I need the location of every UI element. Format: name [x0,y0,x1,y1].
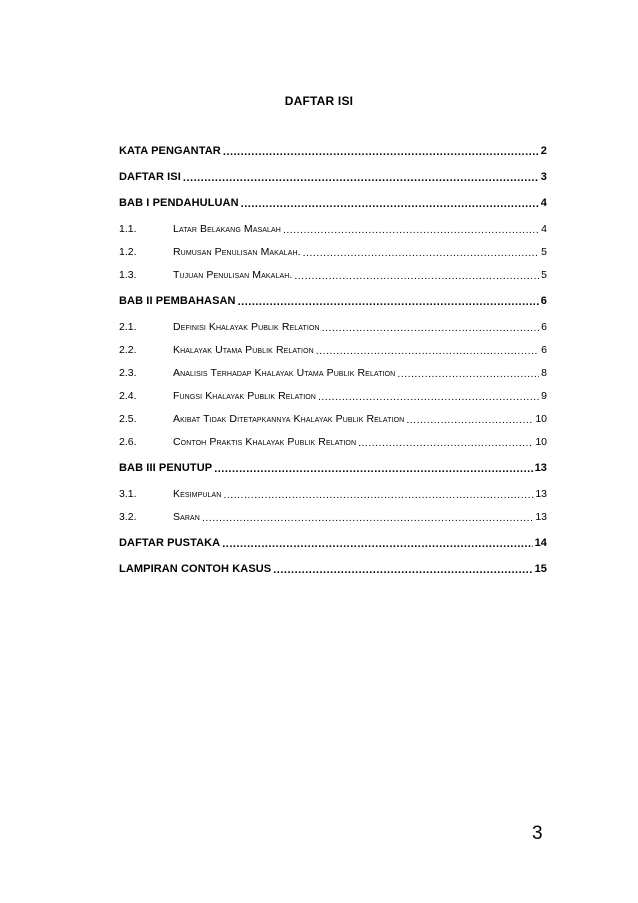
toc-entry-label: Latar Belakang Masalah [173,223,281,235]
page-title: DAFTAR ISI [284,94,354,108]
toc-section-number: 1.3. [119,269,137,281]
toc-page-number: 6 [541,321,547,333]
toc-section-entry [119,510,547,524]
toc-entry-label: KATA PENGANTAR [119,145,221,157]
toc-entry-label: Rumusan Penulisan Makalah. [173,246,301,258]
toc-section-number: 1.2. [119,246,137,258]
toc-page-number: 9 [541,390,547,402]
toc-entry-label: BAB I PENDAHULUAN [119,197,239,209]
toc-page-number: 13 [535,488,547,500]
toc-section-entry [119,389,547,403]
toc-dot-leader [397,368,539,380]
toc-entry-label: BAB III PENUTUP [119,462,213,474]
toc-dot-leader [322,322,540,334]
toc-chapter-entry [119,170,547,184]
toc-dot-leader [318,391,539,403]
toc-dot-leader [303,247,540,259]
toc-chapter-entry [119,536,547,550]
toc-page-number: 4 [540,197,547,209]
toc-dot-leader [222,538,532,550]
toc-entry-label: BAB II PEMBAHASAN [119,295,236,307]
toc-page-number: 5 [541,246,547,258]
toc-dot-leader [223,489,533,501]
toc-entry-label: Saran [173,511,200,523]
toc-page-number: 4 [541,223,547,235]
toc-entry-label: LAMPIRAN CONTOH KASUS [119,563,272,575]
toc-page-number: 13 [534,462,547,474]
toc-dot-leader [202,512,533,524]
toc-section-entry [119,412,547,426]
toc-section-entry [119,435,547,449]
toc-dot-leader [283,224,539,236]
toc-page-number: 13 [535,511,547,523]
toc-section-number: 2.6. [119,436,137,448]
toc-page-number: 6 [541,344,547,356]
toc-entry-label: Definisi Khalayak Publik Relation [173,321,320,333]
toc-chapter-entry [119,196,547,210]
toc-page-number: 10 [535,436,547,448]
table-of-contents [119,144,547,588]
toc-chapter-entry [119,461,547,475]
toc-chapter-entry [119,144,547,158]
toc-entry-label: Kesimpulan [173,488,222,500]
toc-chapter-entry [119,294,547,308]
toc-entry-label: Fungsi Khalayak Publik Relation [173,390,316,402]
toc-section-number: 2.1. [119,321,137,333]
toc-dot-leader [238,296,539,308]
toc-dot-leader [183,172,539,184]
page-number: 3 [532,823,543,844]
toc-entry-label: DAFTAR ISI [119,171,181,183]
toc-section-number: 2.5. [119,413,137,425]
toc-entry-label: DAFTAR PUSTAKA [119,537,221,549]
toc-page-number: 2 [540,145,547,157]
toc-page-number: 15 [534,563,547,575]
toc-dot-leader [214,463,532,475]
toc-section-number: 3.2. [119,511,137,523]
toc-dot-leader [358,437,533,449]
toc-section-number: 2.2. [119,344,137,356]
toc-page-number: 8 [541,367,547,379]
toc-page-number: 6 [540,295,547,307]
toc-section-number: 2.4. [119,390,137,402]
toc-section-entry [119,320,547,334]
toc-entry-label: Khalayak Utama Publik Relation [173,344,314,356]
toc-page-number: 10 [535,413,547,425]
toc-section-entry [119,366,547,380]
toc-section-entry [119,343,547,357]
toc-page-number: 14 [534,537,547,549]
toc-dot-leader [241,198,539,210]
toc-section-entry [119,222,547,236]
toc-entry-label: Tujuan Penulisan Makalah. [173,269,293,281]
toc-entry-label: Akibat Tidak Ditetapkannya Khalayak Publik Relation [173,413,405,425]
toc-section-entry [119,268,547,282]
toc-page-number: 5 [541,269,547,281]
toc-dot-leader [316,345,539,357]
toc-page-number: 3 [540,171,547,183]
toc-section-entry [119,487,547,501]
toc-section-number: 2.3. [119,367,137,379]
toc-section-number: 3.1. [119,488,137,500]
toc-dot-leader [294,270,539,282]
toc-chapter-entry [119,562,547,576]
toc-dot-leader [406,414,533,426]
toc-section-entry [119,245,547,259]
toc-section-number: 1.1. [119,223,137,235]
toc-entry-label: Contoh Praktis Khalayak Publik Relation [173,436,357,448]
toc-entry-label: Analisis Terhadap Khalayak Utama Publik Relation [173,367,396,379]
toc-dot-leader [223,146,539,158]
toc-dot-leader [273,564,532,576]
